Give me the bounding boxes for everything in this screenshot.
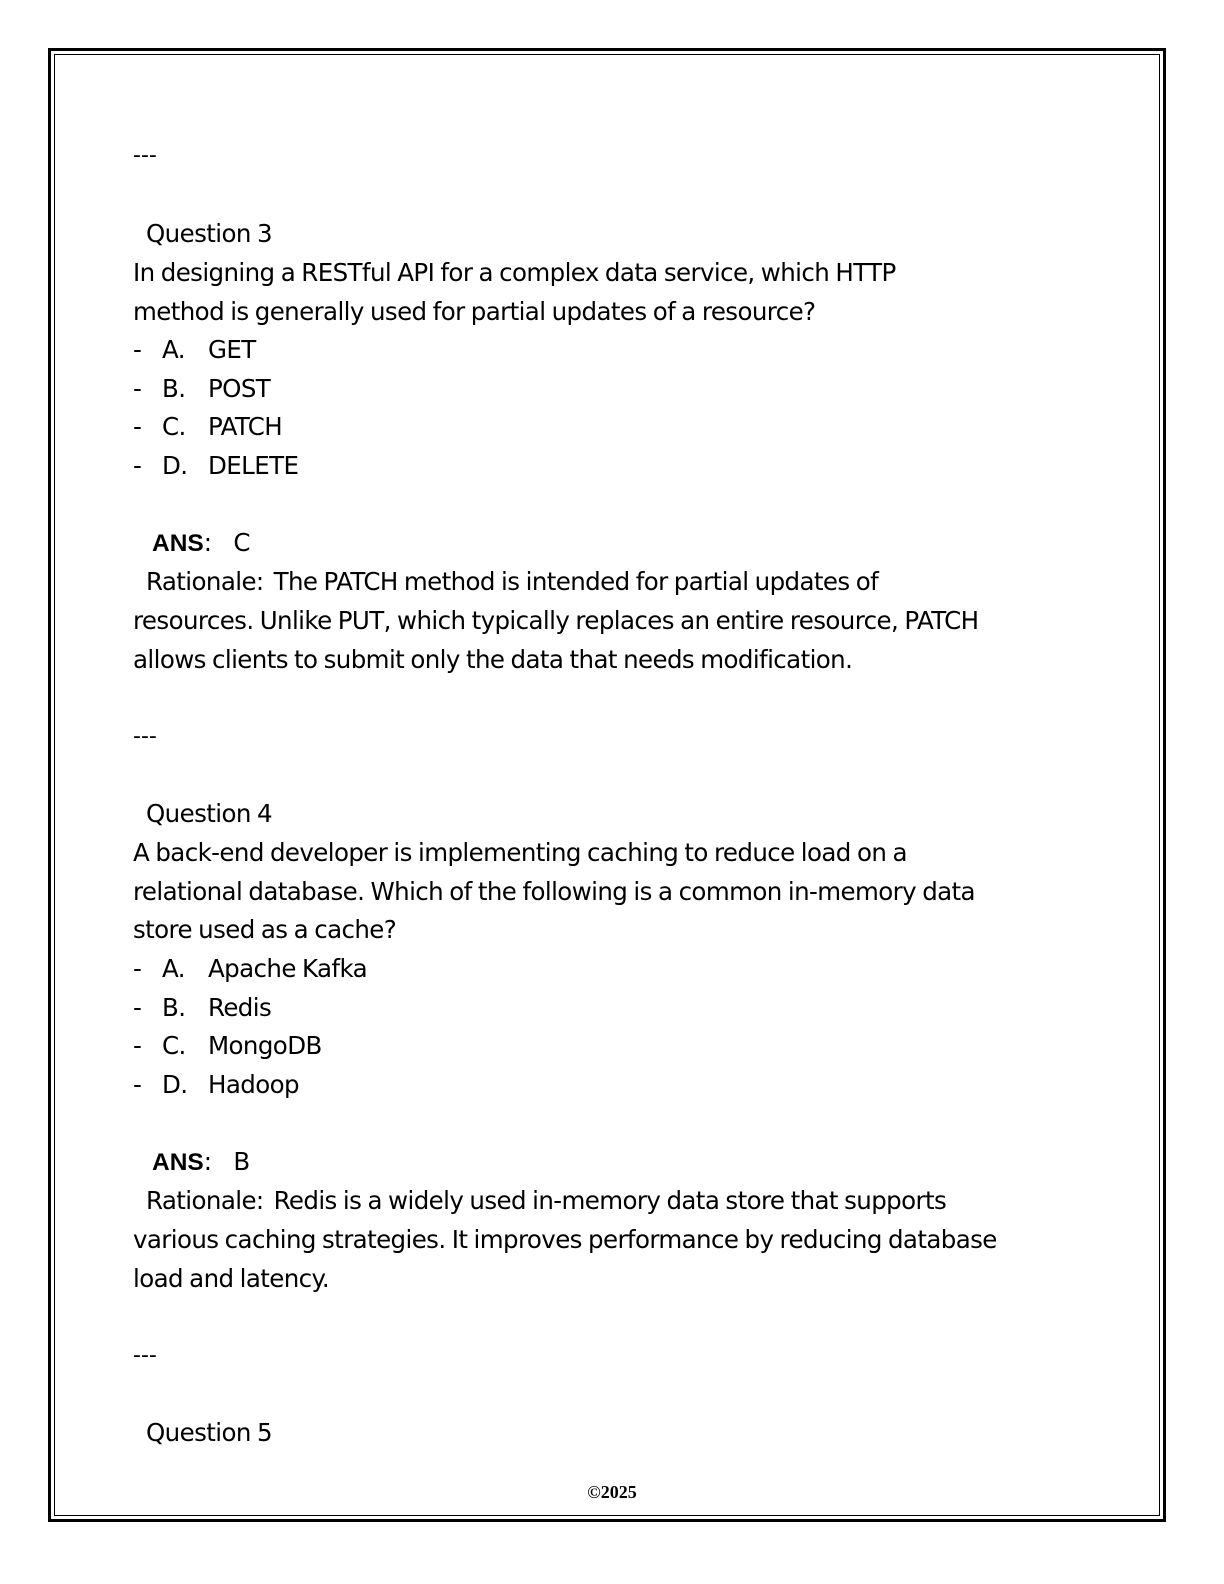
question-4-stem-line-3: store used as a cache?	[133, 915, 397, 944]
answer-value: C	[233, 528, 250, 557]
option-dash: -	[133, 1031, 142, 1060]
option-letter: B.	[162, 374, 186, 403]
answer-value: B	[233, 1147, 250, 1176]
option-letter: A.	[162, 335, 185, 364]
option-dash: -	[133, 451, 142, 480]
question-4-option-b	[133, 993, 271, 1023]
option-text: MongoDB	[208, 1031, 322, 1060]
option-letter: D.	[162, 1070, 188, 1099]
option-dash: -	[133, 412, 142, 441]
question-3-option-d	[133, 451, 298, 481]
question-3-heading: Question 3	[146, 219, 272, 248]
option-letter: A.	[162, 954, 185, 983]
question-4-stem-line-2: relational database. Which of the following is a common in-memory data	[133, 877, 975, 906]
option-letter: B.	[162, 993, 186, 1022]
question-3-stem-line-2: method is generally used for partial updates of a resource?	[133, 297, 816, 326]
copyright-footer: ©2025	[587, 1482, 637, 1502]
question-4-option-d	[133, 1070, 299, 1100]
question-4-heading: Question 4	[146, 799, 272, 828]
rationale-label: Rationale:	[146, 1186, 264, 1215]
question-4-rationale-line-2: various caching strategies. It improves performance by reducing database	[133, 1225, 997, 1254]
option-text: PATCH	[208, 412, 283, 441]
page-border-shadow-bottom	[50, 1521, 1166, 1522]
question-3-option-c	[133, 412, 282, 442]
question-4-stem-line-1: A back-end developer is implementing caching to reduce load on a	[133, 838, 907, 867]
option-dash: -	[133, 1070, 142, 1099]
page-border-shadow-right	[1165, 50, 1166, 1522]
question-3-rationale-line-3: allows clients to submit only the data that needs modification.	[133, 645, 853, 674]
option-text: POST	[208, 374, 271, 403]
question-4-option-a	[133, 954, 367, 984]
answer-label: ANS	[152, 530, 204, 557]
option-dash: -	[133, 954, 142, 983]
question-4-rationale-line-3: load and latency.	[133, 1264, 330, 1293]
option-dash: -	[133, 993, 142, 1022]
question-3-option-b	[133, 374, 270, 404]
option-dash: -	[133, 335, 142, 364]
rationale-text: The PATCH method is intended for partial updates of	[273, 567, 879, 596]
question-4-option-c	[133, 1031, 322, 1061]
answer-colon: :	[203, 1147, 212, 1176]
option-letter: C.	[162, 1031, 186, 1060]
option-dash: -	[133, 374, 142, 403]
question-4-answer	[133, 1147, 250, 1178]
section-separator: ---	[133, 143, 157, 168]
question-3-rationale-line-2: resources. Unlike PUT, which typically replaces an entire resource, PATCH	[133, 606, 979, 635]
answer-label: ANS	[152, 1149, 204, 1176]
question-4-rationale-line-1	[133, 1186, 946, 1216]
option-text: DELETE	[208, 451, 299, 480]
question-3-option-a	[133, 335, 256, 365]
rationale-text: Redis is a widely used in-memory data store that supports	[273, 1186, 947, 1215]
question-3-rationale-line-1	[133, 567, 878, 597]
option-letter: C.	[162, 412, 186, 441]
option-text: Apache Kafka	[208, 954, 368, 983]
section-separator: ---	[133, 724, 157, 749]
option-letter: D.	[162, 451, 188, 480]
answer-colon: :	[203, 528, 212, 557]
rationale-label: Rationale:	[146, 567, 264, 596]
section-separator: ---	[133, 1343, 157, 1368]
question-3-stem-line-1: In designing a RESTful API for a complex data service, which HTTP	[133, 258, 896, 287]
option-text: Redis	[208, 993, 272, 1022]
option-text: GET	[208, 335, 256, 364]
question-3-answer	[133, 528, 250, 559]
option-text: Hadoop	[208, 1070, 299, 1099]
question-5-heading: Question 5	[146, 1418, 272, 1447]
